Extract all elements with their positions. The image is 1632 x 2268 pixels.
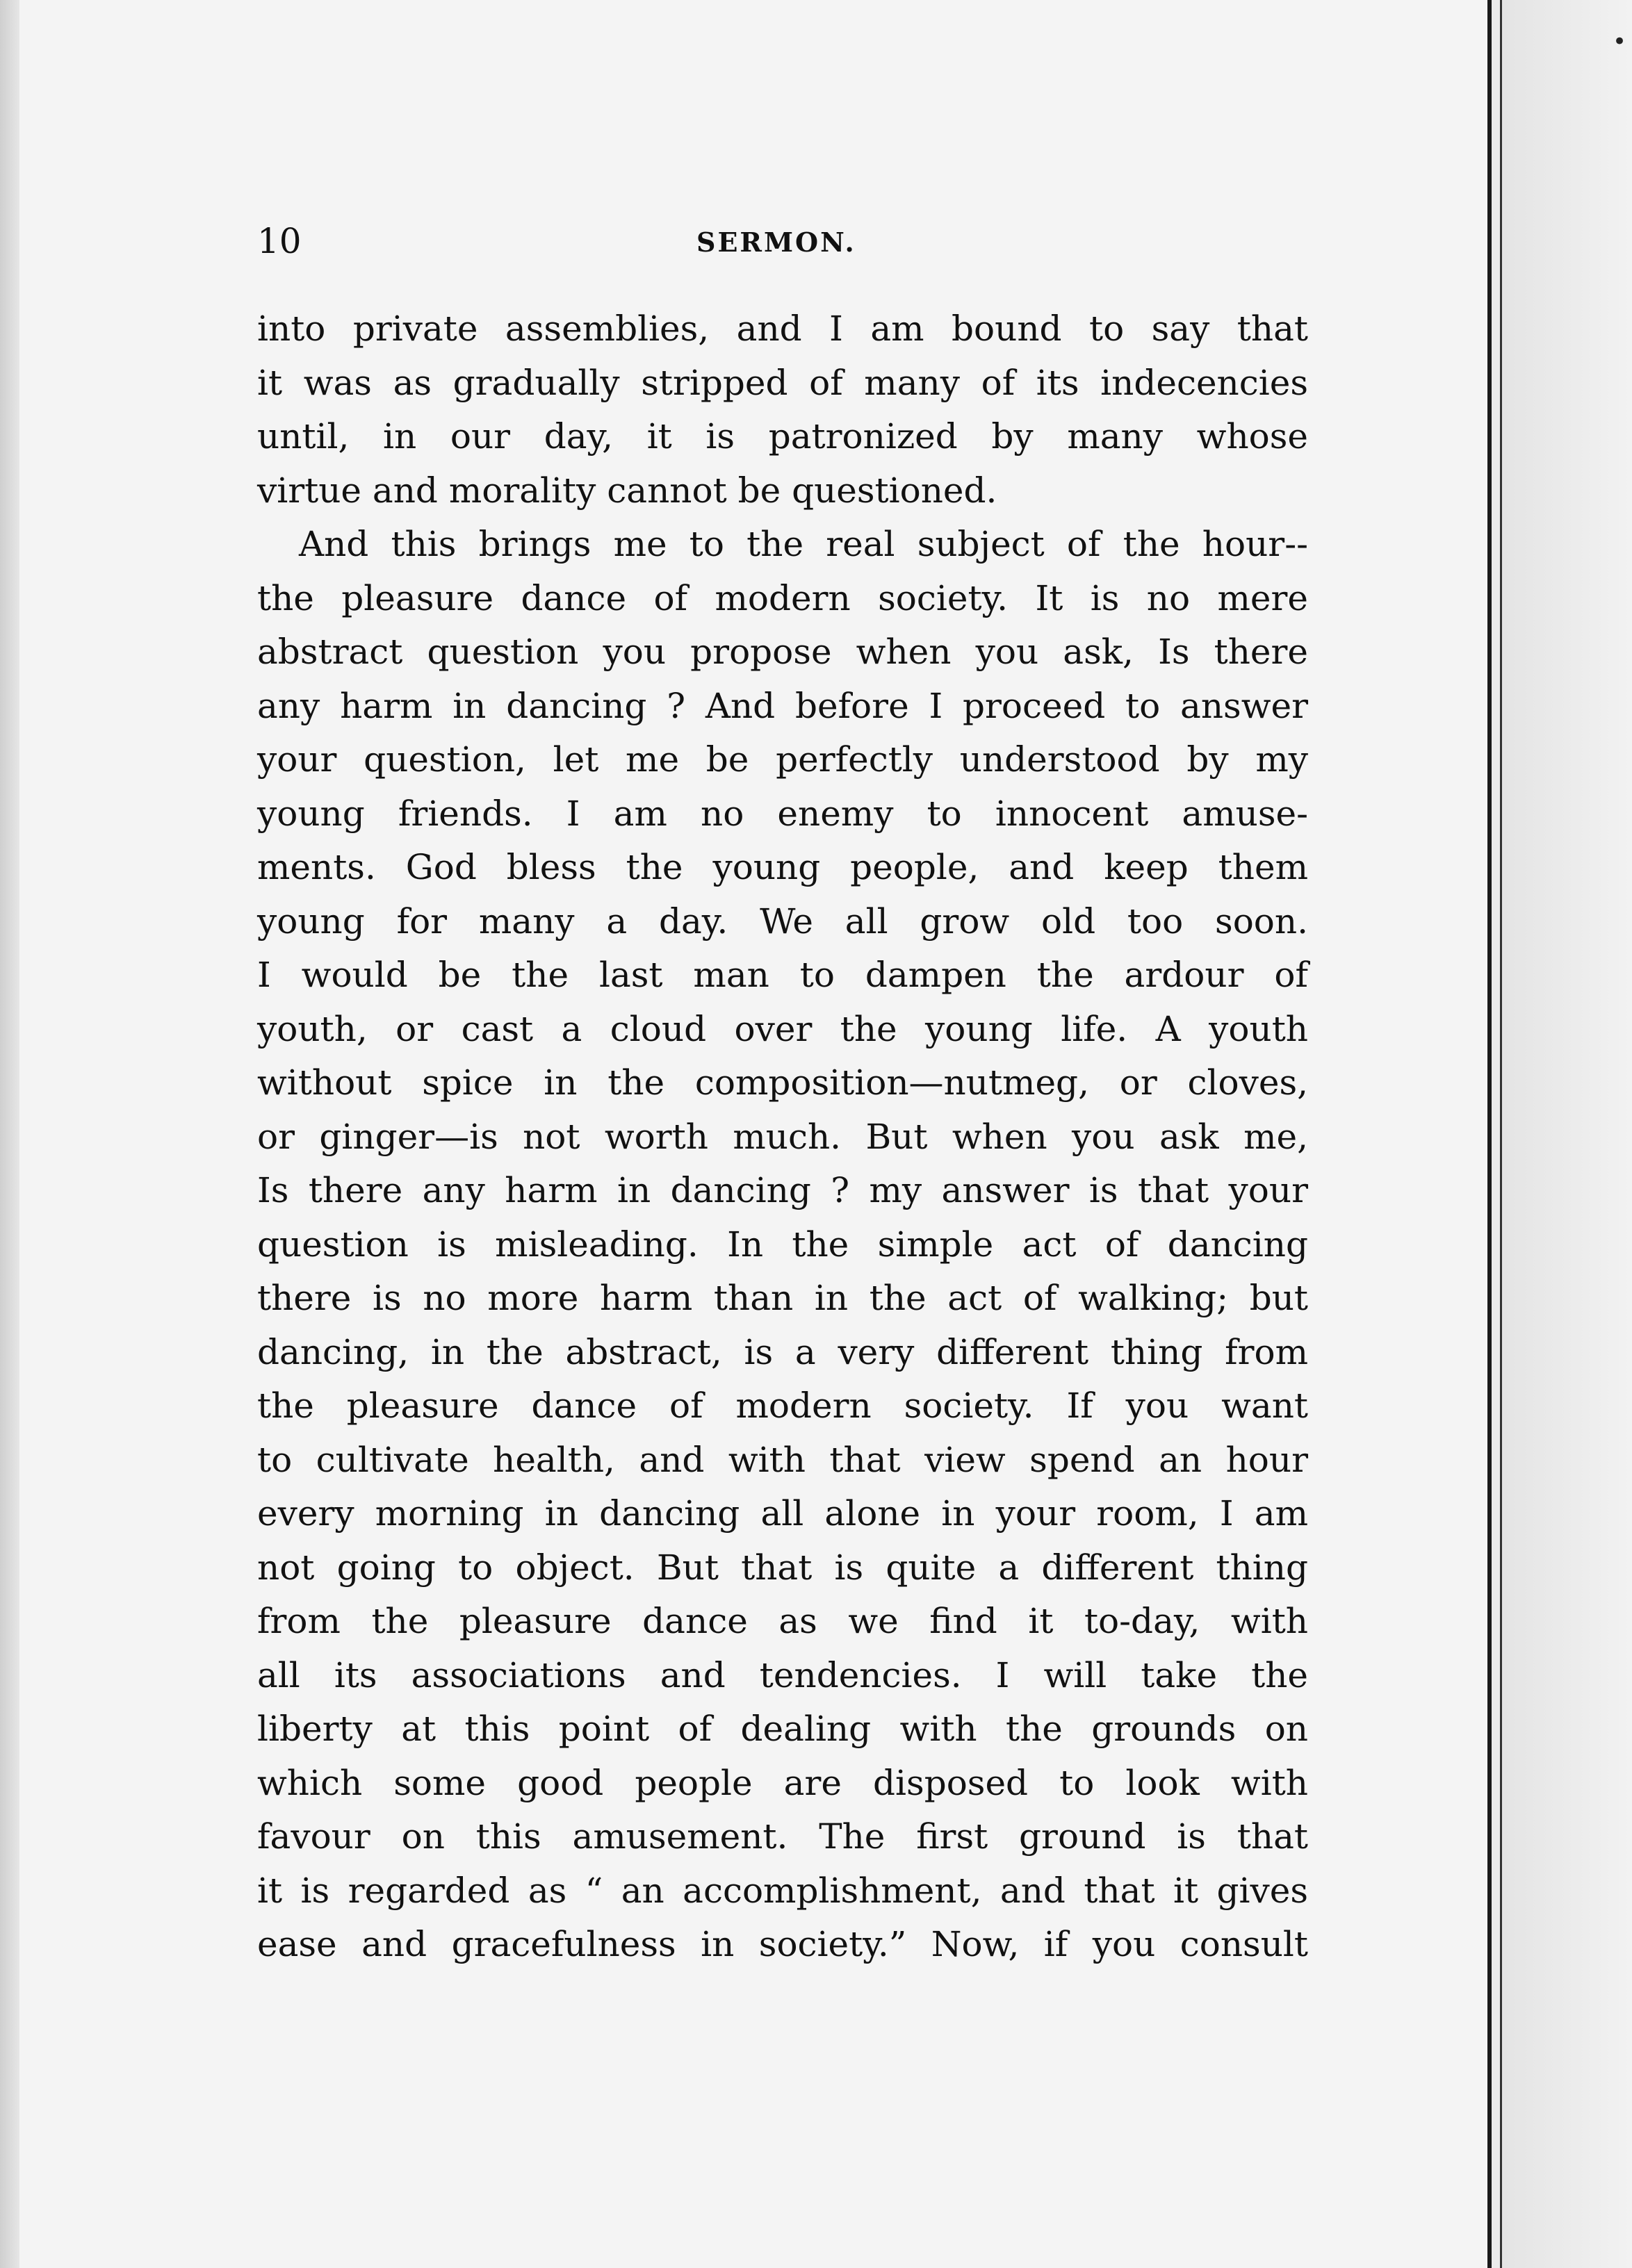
page-number: 10	[257, 221, 302, 261]
corner-mark: •	[1613, 28, 1627, 56]
text-line: liberty at this point of dealing with the grounds on	[257, 1709, 1308, 1749]
text-line: the pleasure dance of modern society. It is no mere	[257, 577, 1308, 618]
text-line: until, in our day, it is patronized by many whose	[257, 416, 1308, 457]
text-line: all its associations and tendencies. I will take the	[257, 1654, 1308, 1695]
text-line: there is no more harm than in the act of walking; but	[257, 1278, 1308, 1318]
text-line: virtue and morality cannot be questioned.	[257, 470, 997, 511]
body-text	[257, 302, 1308, 1972]
text-line: from the pleasure dance as we find it to-day, with	[257, 1601, 1308, 1641]
gutter-line	[1487, 0, 1492, 2268]
text-line: any harm in dancing ? And before I proceed to answer	[257, 685, 1308, 726]
text-line: it is regarded as “ an accomplishment, and that it gives	[257, 1870, 1308, 1911]
text-line: abstract question you propose when you ask, Is there	[257, 632, 1308, 672]
text-line: or ginger—is not worth much. But when you ask me,	[257, 1116, 1308, 1157]
text-line: without spice in the composition—nutmeg, or cloves,	[257, 1062, 1308, 1103]
text-line: your question, let me be perfectly understood by my	[257, 739, 1308, 780]
text-line: which some good people are disposed to look with	[257, 1762, 1308, 1803]
text-line: every morning in dancing all alone in your room, I am	[257, 1493, 1308, 1534]
text-line: And this brings me to the real subject of the hour--	[299, 524, 1308, 564]
text-line: young for many a day. We all grow old too soon.	[257, 901, 1308, 942]
text-line: question is misleading. In the simple act of dancing	[257, 1224, 1308, 1265]
text-line: youth, or cast a cloud over the young life. A youth	[257, 1008, 1308, 1049]
text-line: young friends. I am no enemy to innocent amuse-	[257, 793, 1308, 834]
text-line: Is there any harm in dancing ? my answer is that your	[257, 1170, 1308, 1210]
text-line: ease and gracefulness in society.” Now, if you consult	[257, 1924, 1308, 1964]
text-line: I would be the last man to dampen the ardour of	[257, 955, 1308, 995]
left-page-edge	[0, 0, 19, 2268]
text-line: favour on this amusement. The first ground is that	[257, 1816, 1308, 1857]
text-line: into private assemblies, and I am bound to say that	[257, 309, 1308, 349]
text-line: to cultivate health, and with that view spend an hour	[257, 1439, 1308, 1480]
text-line: ments. God bless the young people, and keep them	[257, 847, 1308, 887]
right-margin-strip	[1502, 0, 1632, 2268]
text-line: not going to object. But that is quite a different thing	[257, 1547, 1308, 1588]
running-head: SERMON.	[696, 227, 856, 258]
text-line: it was as gradually stripped of many of its indecencies	[257, 362, 1308, 403]
page-header	[257, 221, 1314, 270]
text-line: dancing, in the abstract, is a very different thing from	[257, 1331, 1308, 1372]
text-line: the pleasure dance of modern society. If you want	[257, 1386, 1308, 1426]
